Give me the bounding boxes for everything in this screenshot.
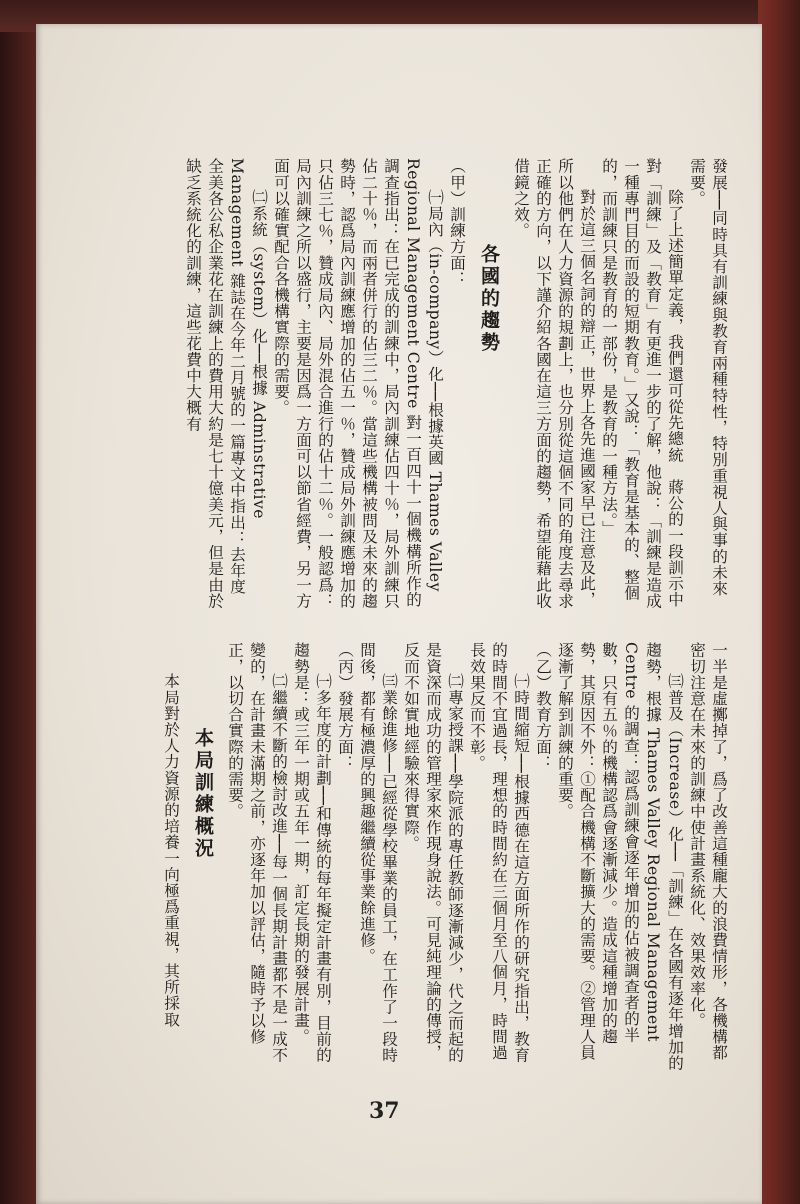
paragraph: ㈡專家授課──學院派的專任教師逐漸減少，代之而起的是資深而成功的管理家來作現身說法。可見純理論的傳授，反而不如實地經驗來得實際。: [402, 642, 464, 1064]
section-heading: 各國的趨勢: [478, 243, 500, 354]
paragraph: ㈢業餘進修──已經從學校畢業的員工，在工作了一段時間後，都有極濃厚的興趣繼續從事業餘進修。: [358, 642, 398, 1064]
paragraph: （丙）發展方面：: [336, 642, 354, 771]
paragraph: ㈡系統（system）化──根據 Adminstrative Management 雜誌在今年二月號的一篇專文中指出：去年度全美各公私企業花在訓練上的費用大約是七十億美元，但是由於缺乏系統化的訓練，這些花費中大概有: [184, 158, 268, 609]
paragraph: ㈢普及（Increase）化──「訓練」在各國有逐年增加的趨勢，根據 Thames Valley Regional Management Centre 的調查：認爲訓練會逐年增加的佔被調查者的半數，只有五％的機構認爲會逐漸減少。造成這種增加的趨勢，其原因不外：①配合機構不斷擴大的需要。②管理人員逐漸了解到訓練的重要。: [556, 642, 684, 1072]
paragraph: ㈠時間縮短──根據西德在這方面所作的研究指出，教育的時間不宜過長，理想的時間約在三個月至八個月，時間過長效果反而不彰。: [468, 642, 530, 1064]
lower-text-block: [162, 642, 730, 1074]
paragraph: ㈡繼續不斷的檢討改進──每一個長期計畫都不是一成不變的，在計畫未滿期之前，亦逐年加以評估，隨時予以修正，以切合實際的需要。: [226, 642, 288, 1064]
upper-text-block: [62, 158, 730, 610]
paragraph: ㈠局內（in-company）化──根據英國 Thames Valley Regional Management Centre 對一百四十一個機構所作的調查指出：在已完成的訓練中，局內訓練佔四十％，局外訓練只佔二十％，而兩者併行的佔三二％。當這些機構被問及未來的趨勢時，認爲局內訓練應增加的佔五一％，贊成局外訓練應增加的只佔三七％，贊成局內、局外混合進行的佔十二％。一般認爲：局內訓練之所以盛行，主要是因爲一方面可以節省經費，另一方面可以確實配合各機構實際的需要。: [272, 158, 444, 609]
paragraph: （乙）教育方面：: [534, 642, 552, 771]
page-number: 37: [369, 1098, 400, 1124]
section-heading: 本局訓練概況: [192, 727, 214, 860]
book-cover-right: [758, 0, 800, 1204]
paragraph: 對於這三個名詞的辯正，世界上各先進國家早已注意及此，所以他們在人力資源的規劃上，也分別從這個不同的角度去尋求正確的方向，以下謹介紹各國在這三方面的趨勢，希望能藉此收借鏡之效。: [512, 158, 596, 609]
paragraph: （甲）訓練方面：: [448, 158, 466, 287]
paragraph: 發展──同時具有訓練與教育兩種特性，特別重視人與事的未來需要。: [688, 158, 728, 597]
paragraph: 除了上述簡單定義，我們還可從先總統 蔣公的一段訓示中對「訓練」及「教育」有更進一步的了解，他說：「訓練是造成一種專門目的而設的短期教育。」又說：「教育是基本的、整個的，而訓練只是教育的一部份，是教育的一種方法。」: [600, 158, 684, 609]
paragraph: 一半是虛擲掉了，爲了改善這種龐大的浪費情形，各機構都密切注意在未來的訓練中使計畫系統化、效果效率化。: [688, 642, 728, 1061]
paragraph: ㈠多年度的計劃──和傳統的每年擬定計畫有別，目前的趨勢是：或三年一期或五年一期，訂定長期的發展計畫。: [292, 642, 332, 1064]
paragraph: 本局對於人力資源的培養一向極爲重視，其所採取: [162, 673, 180, 1028]
